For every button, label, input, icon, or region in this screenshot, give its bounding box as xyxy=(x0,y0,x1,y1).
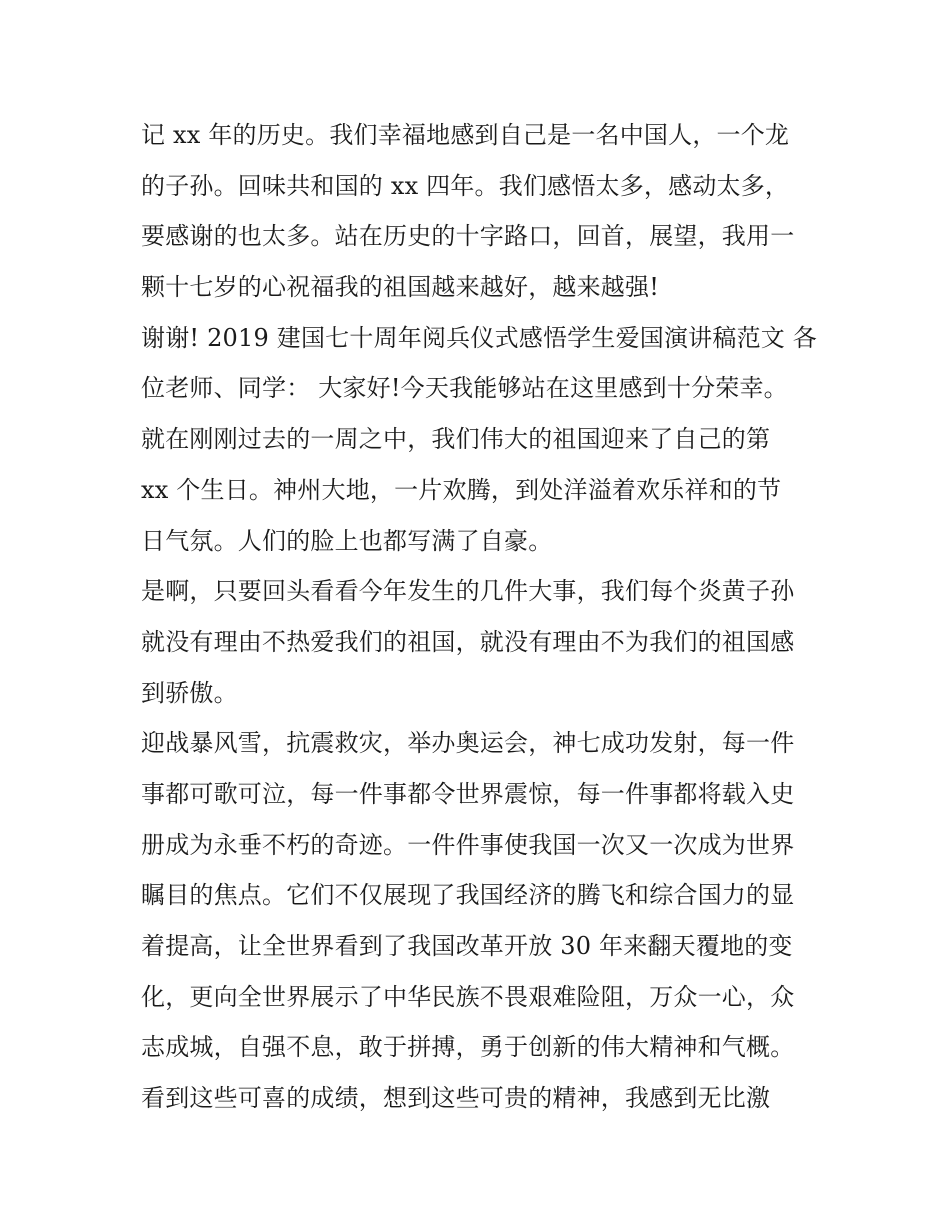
text-line: 着提高，让全世界看到了我国改革开放 30 年来翻天覆地的变 xyxy=(141,932,793,960)
text-line: 位老师、同学： 大家好!今天我能够站在这里感到十分荣幸。 xyxy=(141,374,788,403)
text-line: 迎战暴风雪，抗震救灾，举办奥运会，神七成功发射，每一件 xyxy=(141,729,795,758)
text-line: 化，更向全世界展示了中华民族不畏艰难险阻，万众一心，众 xyxy=(141,982,795,1011)
text-line: 日气氛。人们的脸上也都写满了自豪。 xyxy=(141,526,553,555)
text-line: 是啊，只要回头看看今年发生的几件大事，我们每个炎黄子孙 xyxy=(141,577,795,606)
document-page xyxy=(141,110,821,1124)
text-line: 事都可歌可泣，每一件事都令世界震惊，每一件事都将载入史 xyxy=(141,779,795,808)
text-line: 就在刚刚过去的一周之中，我们伟大的祖国迎来了自己的第 xyxy=(141,425,771,454)
text-line: 记 xx 年的历史。我们幸福地感到自己是一名中国人，一个龙 xyxy=(141,121,790,149)
text-line: 瞩目的焦点。它们不仅展现了我国经济的腾飞和综合国力的显 xyxy=(141,881,795,910)
text-line: 的子孙。回味共和国的 xx 四年。我们感悟太多，感动太多， xyxy=(141,171,790,200)
text-line: 册成为永垂不朽的奇迹。一件件事使我国一次又一次成为世界 xyxy=(141,830,795,859)
text-line: 志成城，自强不息，敢于拼搏，勇于创新的伟大精神和气概。 xyxy=(141,1033,795,1062)
text-line: 要感谢的也太多。站在历史的十字路口，回首，展望，我用一 xyxy=(141,222,795,251)
text-line: 看到这些可喜的成绩，想到这些可贵的精神，我感到无比激 xyxy=(141,1084,771,1113)
text-line: 到骄傲。 xyxy=(141,678,238,707)
text-line: xx 个生日。神州大地，一片欢腾，到处洋溢着欢乐祥和的节 xyxy=(141,475,782,504)
text-line: 谢谢! 2019 建国七十周年阅兵仪式感悟学生爱国演讲稿范文 各 xyxy=(141,323,818,352)
text-line: 就没有理由不热爱我们的祖国，就没有理由不为我们的祖国感 xyxy=(141,627,795,656)
text-line: 颗十七岁的心祝福我的祖国越来越好，越来越强! xyxy=(141,273,660,302)
